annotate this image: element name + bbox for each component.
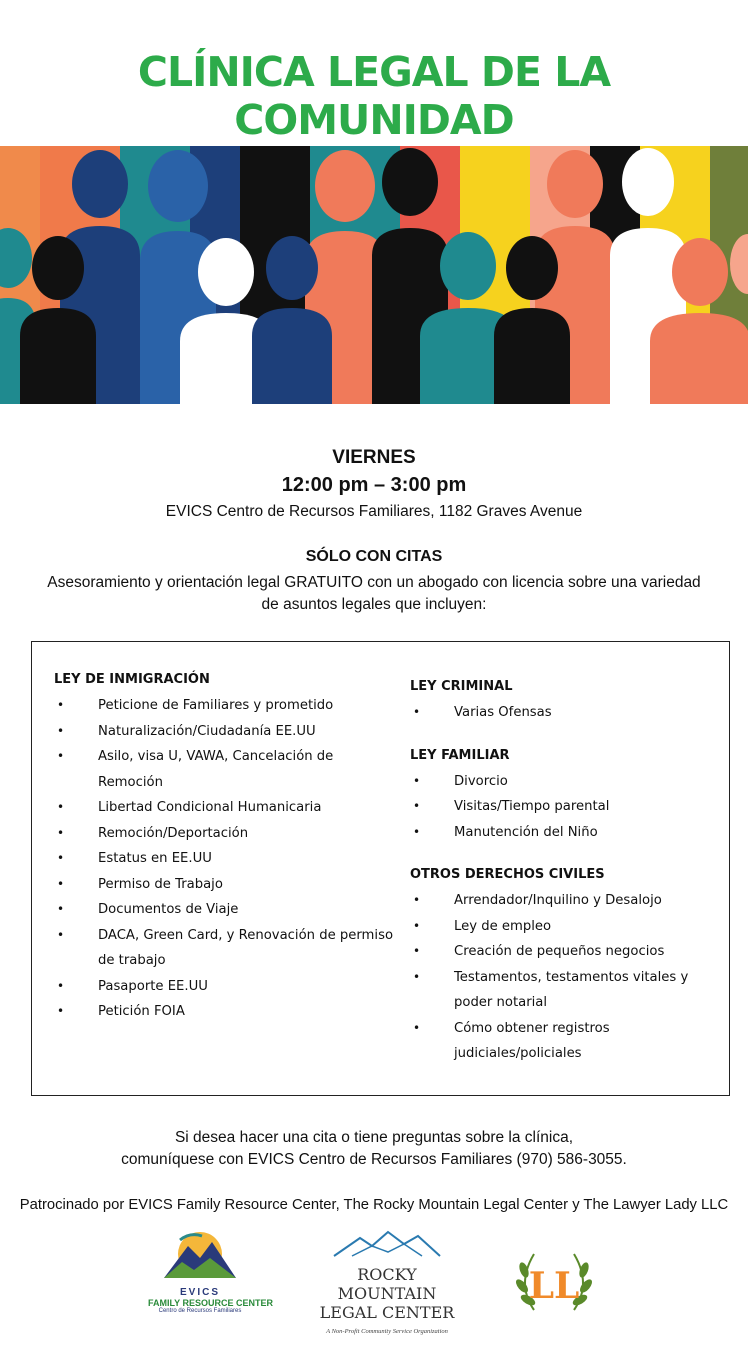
people-silhouettes-banner: [0, 146, 748, 404]
bullet-icon: •: [57, 1004, 65, 1018]
evics-subtitle: FAMILY RESOURCE CENTER: [148, 1298, 274, 1308]
bullet-icon: •: [57, 800, 65, 814]
bullet-icon: •: [57, 902, 65, 916]
list-item-label: Varias Ofensas: [454, 705, 552, 720]
bullet-icon: •: [413, 1020, 421, 1035]
list-item-label: DACA, Green Card, y Renovación de permiso de trabajo: [98, 927, 394, 968]
list-item-label: Visitas/Tiempo parental: [454, 799, 610, 814]
bullet-icon: •: [57, 927, 65, 942]
list-item: [54, 846, 394, 872]
list-item: [410, 769, 720, 795]
list-item-label: Estatus en EE.UU: [98, 851, 212, 866]
list-item: [54, 744, 394, 795]
list-item-label: Asilo, visa U, VAWA, Cancelación de Remoción: [98, 749, 334, 790]
legal-topics-box: [31, 641, 730, 1096]
list-item-label: Libertad Condicional Humanicaria: [98, 800, 322, 815]
list-item: [54, 999, 394, 1025]
list-item-label: Pasaporte EE.UU: [98, 978, 208, 994]
rmlc-tagline: A Non-Profit Community Service Organization: [326, 1328, 448, 1335]
contact-line-2: comuníquese con EVICS Centro de Recursos Familiares (970) 586-3055.: [121, 1151, 627, 1168]
event-time: 12:00 pm – 3:00 pm: [281, 474, 467, 496]
list-item-label: Testamentos, testamentos vitales y poder notarial: [454, 969, 689, 1010]
list-item: [410, 965, 720, 1016]
family-list: [410, 769, 720, 846]
criminal-list: [410, 700, 720, 726]
list-item: [54, 795, 394, 821]
bullet-icon: •: [413, 799, 421, 813]
bullet-icon: •: [413, 824, 421, 839]
list-item: [410, 820, 720, 846]
bullet-icon: •: [413, 893, 421, 907]
bullet-icon: •: [57, 723, 65, 738]
contact-line-1: Si desea hacer una cita o tiene preguntas sobre la clínica,: [174, 1129, 574, 1146]
immigration-column: [54, 672, 394, 1025]
page-title: CLÍNICA LEGAL DE LA COMUNIDAD: [137, 48, 611, 144]
list-item: [54, 974, 394, 1000]
bullet-icon: •: [57, 978, 65, 993]
list-item-label: Peticione de Familiares y prometido: [98, 698, 334, 713]
other-topics-column: [410, 679, 720, 1067]
event-day: VIERNES: [332, 447, 416, 468]
list-item: [54, 821, 394, 847]
criminal-heading: LEY CRIMINAL: [410, 679, 513, 694]
list-item: [54, 719, 394, 745]
list-item-label: Permiso de Trabajo: [98, 876, 223, 892]
evics-name: EVICS: [179, 1287, 220, 1298]
list-item-label: Ley de empleo: [454, 918, 552, 934]
event-description: Asesoramiento y orientación legal GRATUITO con un abogado con licencia sobre una variedad de asuntos legales que incluyen:: [47, 574, 701, 613]
evics-mountain-icon: [160, 1228, 240, 1280]
list-item-label: Remoción/Deportación: [98, 825, 249, 841]
bullet-icon: •: [413, 969, 421, 984]
rmlc-name-line1: ROCKY MOUNTAIN: [337, 1265, 437, 1303]
list-item-label: Arrendador/Inquilino y Desalojo: [454, 893, 662, 908]
civil-rights-heading: OTROS DERECHOS CIVILES: [410, 867, 605, 882]
list-item-label: Petición FOIA: [98, 1004, 185, 1019]
list-item: [410, 914, 720, 940]
bullet-icon: •: [57, 851, 65, 865]
bullet-icon: •: [57, 698, 65, 712]
list-item: [54, 693, 394, 719]
civil-rights-list: [410, 888, 720, 1067]
bullet-icon: •: [413, 705, 421, 719]
list-item: [410, 700, 720, 726]
contact-info: [0, 1127, 748, 1171]
immigration-heading: LEY DE INMIGRACIÓN: [54, 672, 210, 687]
ll-monogram: LL: [528, 1265, 580, 1307]
list-item: [54, 923, 394, 974]
family-heading: LEY FAMILIAR: [410, 747, 510, 763]
list-item: [410, 939, 720, 965]
list-item-label: Creación de pequeños negocios: [454, 944, 665, 959]
list-item-label: Divorcio: [454, 773, 508, 789]
list-item: [54, 872, 394, 898]
list-item-label: Documentos de Viaje: [98, 902, 239, 917]
event-location: EVICS Centro de Recursos Familiares, 1182 Graves Avenue: [165, 503, 583, 520]
immigration-list: [54, 693, 394, 1025]
lawyer-lady-logo: [512, 1240, 596, 1320]
evics-logo: [148, 1228, 274, 1328]
bullet-icon: •: [413, 773, 421, 788]
list-item: [410, 794, 720, 820]
list-item-label: Naturalización/Ciudadanía EE.UU: [98, 723, 316, 739]
rmlc-name-line2: LEGAL CENTER: [319, 1303, 455, 1322]
sponsors-text: Patrocinado por EVICS Family Resource Center, The Rocky Mountain Legal Center y The Lawyer Lady LLC: [19, 1197, 729, 1213]
list-item: [410, 888, 720, 914]
bullet-icon: •: [57, 825, 65, 840]
list-item-label: Manutención del Niño: [454, 824, 598, 840]
evics-tagline: Centro de Recursos Familiares: [158, 1308, 242, 1314]
rmlc-logo: [312, 1230, 462, 1335]
list-item: [54, 897, 394, 923]
list-item: [410, 1016, 720, 1067]
bullet-icon: •: [413, 918, 421, 933]
bullet-icon: •: [413, 944, 421, 958]
bullet-icon: •: [57, 749, 65, 763]
laurel-wreath-icon: [512, 1240, 596, 1320]
bullet-icon: •: [57, 876, 65, 891]
list-item-label: Cómo obtener registros judiciales/policiales: [454, 1020, 610, 1061]
mountain-range-icon: [332, 1230, 442, 1258]
appointment-note: SÓLO CON CITAS: [305, 548, 443, 565]
